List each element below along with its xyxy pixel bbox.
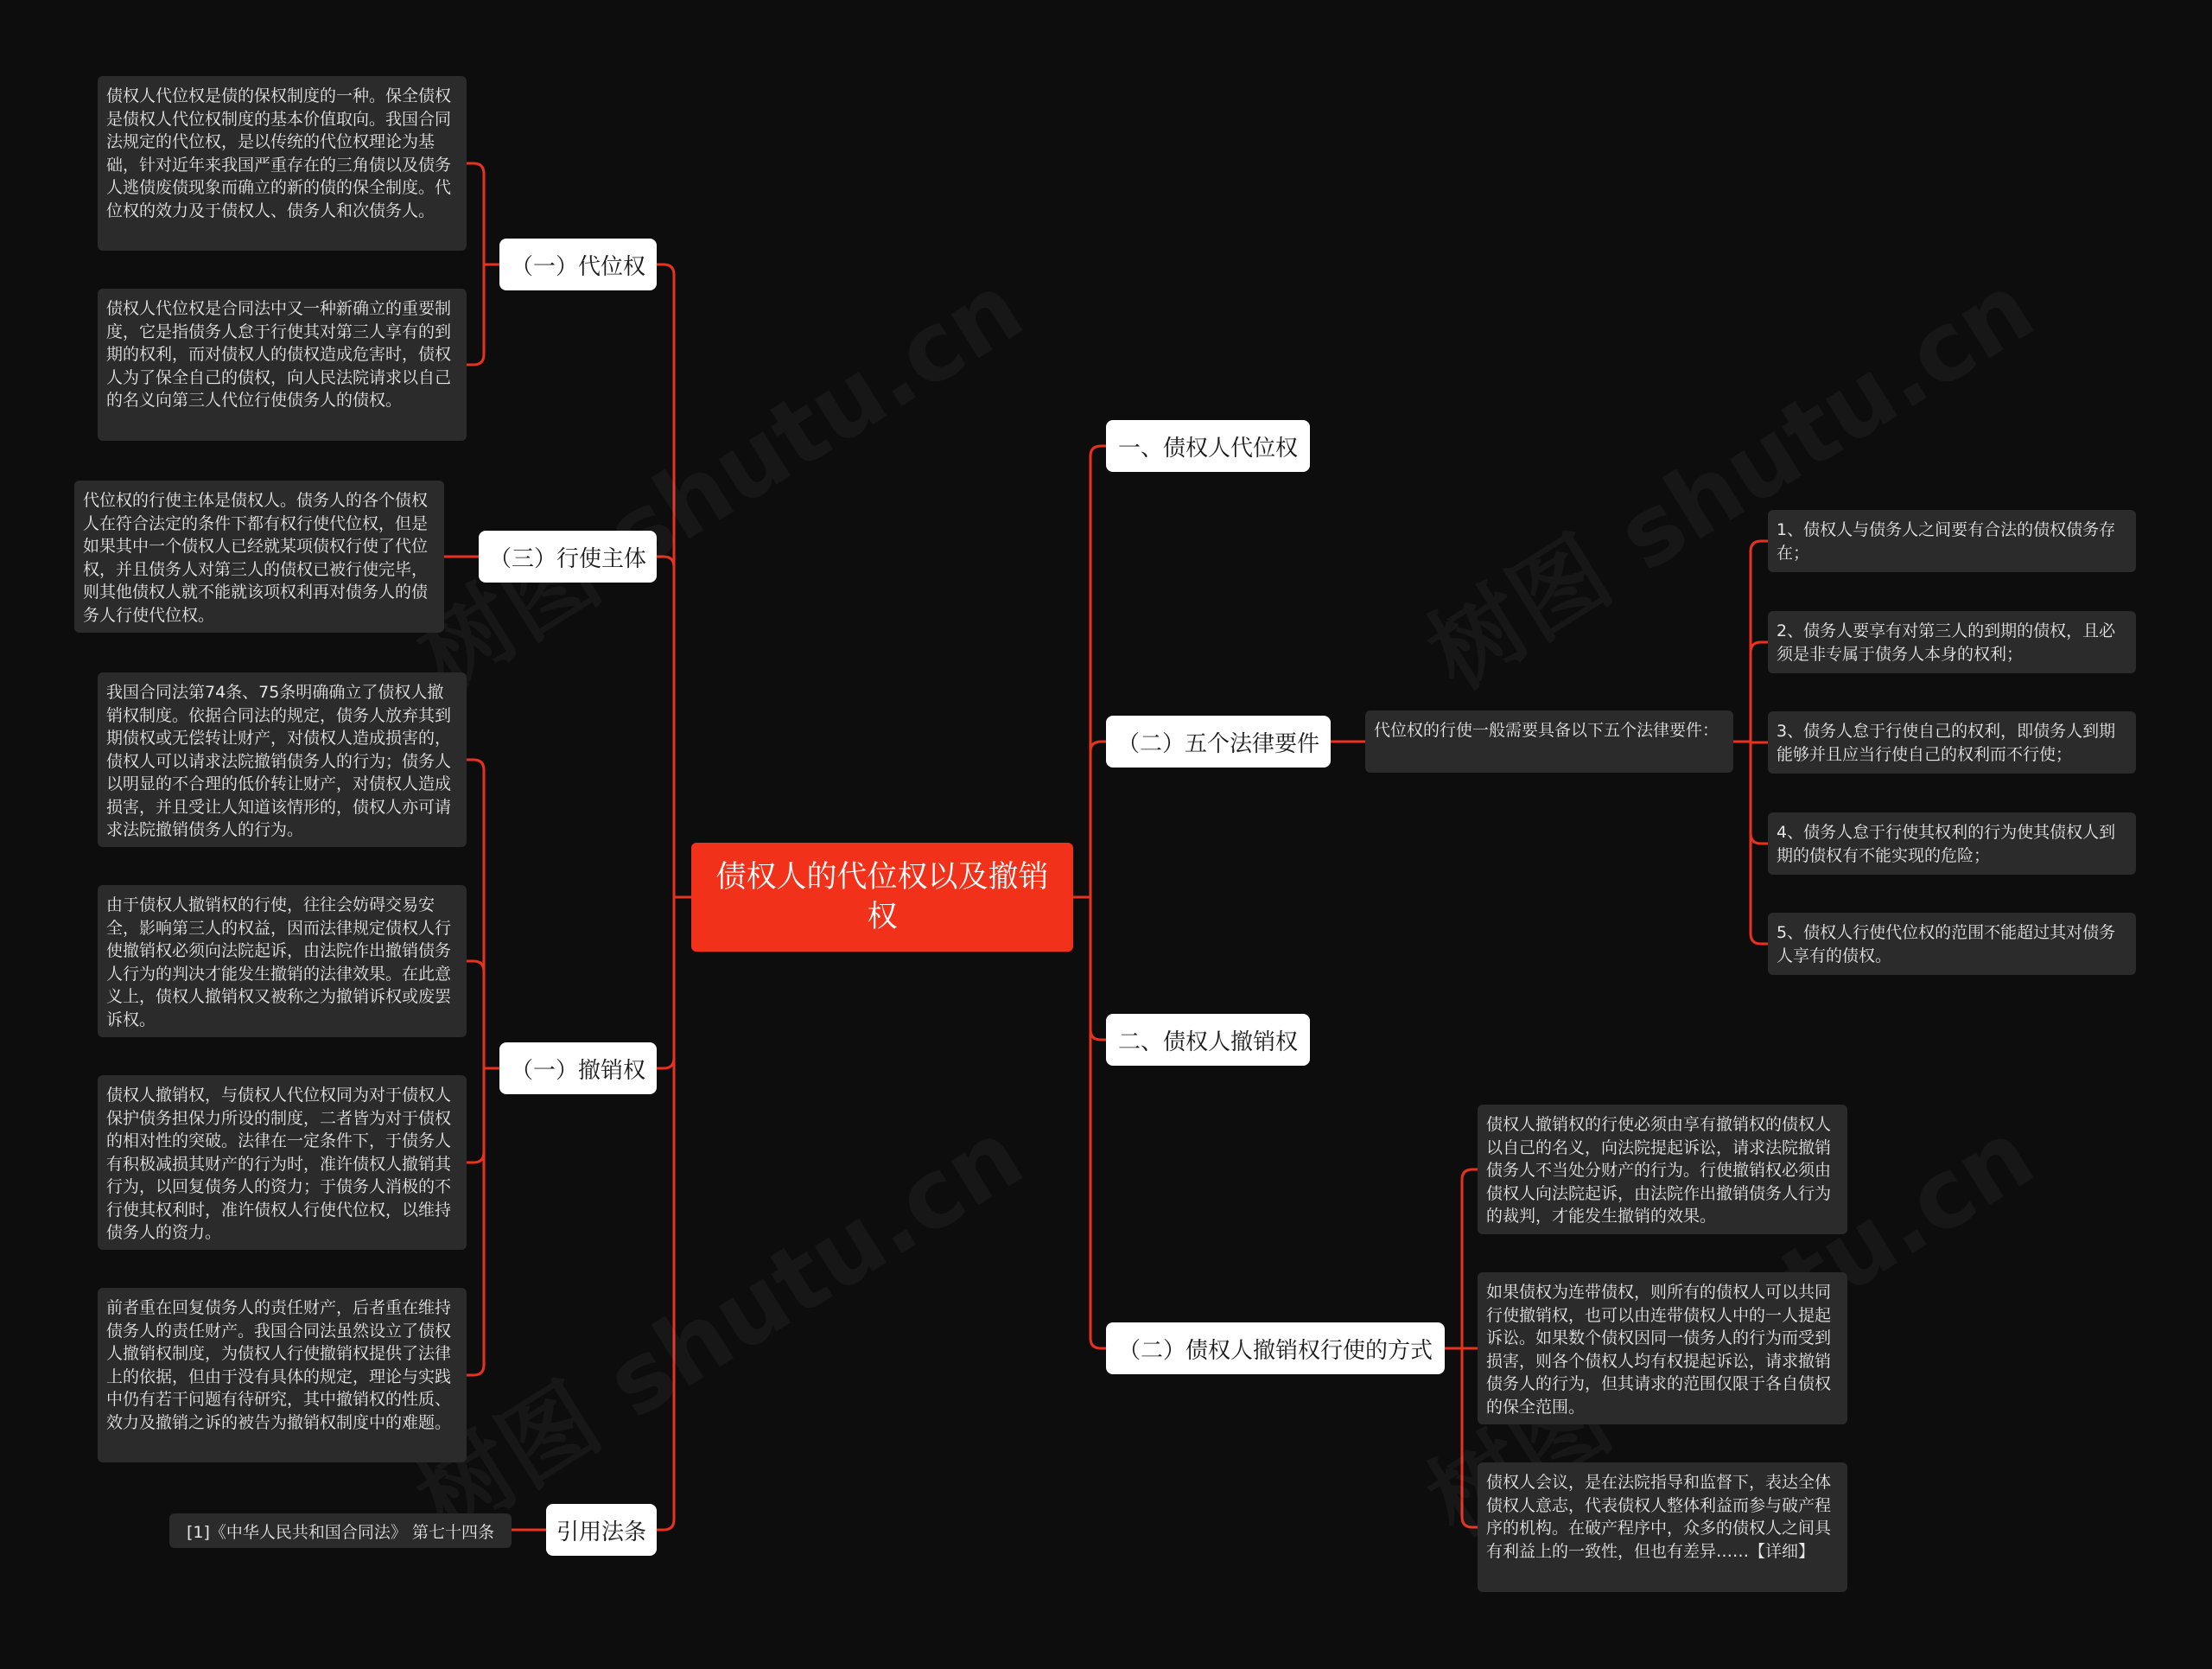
note-daiweiquan-2: 债权人代位权是合同法中又一种新确立的重要制度，它是指债务人怠于行使其对第三人享有的到期的权利，而对债权人的债权造成危害时，债权人为了保全自己的债权，向人民法院请求以自己的名义向第三人代位行使债务人的债权。 <box>98 289 467 441</box>
requirement-item: 3、债务人怠于行使自己的权利，即债务人到期能够并且应当行使自己的权利而不行使； <box>1768 711 2136 774</box>
branch-citation[interactable]: 引用法条 <box>546 1504 657 1556</box>
connector <box>1090 742 1106 752</box>
connector <box>657 557 674 567</box>
branch-right-1[interactable]: 一、债权人代位权 <box>1106 420 1310 472</box>
connector <box>467 1365 484 1375</box>
connector <box>657 1058 674 1068</box>
note-method-2: 如果债权为连带债权，则所有的债权人可以共同行使撤销权，也可以由连带债权人中的一人提起诉讼。如果数个债权因同一债务人的行为而受到损害，则各个债权人均有权提起诉讼，请求撤销债务人的行为，但其请求的范围仅限于各自债权的保全范围。 <box>1478 1272 1847 1424</box>
requirement-item: 4、债务人怠于行使其权利的行为使其债权人到期的债权有不能实现的危险； <box>1768 812 2136 875</box>
connector <box>657 1519 674 1530</box>
branch-chexiaoquan[interactable]: （一）撤销权 <box>499 1042 657 1094</box>
note-method-3: 债权人会议，是在法院指导和监督下，表达全体债权人意志，代表债权人整体利益而参与破产程序的机构。在破产程序中，众多的债权人之间具有利益上的一致性，但也有差异……【详细】 <box>1478 1462 1847 1592</box>
note-chexiaoquan-1: 我国合同法第74条、75条明确确立了债权人撤销权制度。依据合同法的规定，债务人放弃其到期债权或无偿转让财产，对债权人造成损害的，债权人可以请求法院撤销债务人的行为；债务人以明显的不合理的低价转让财产，对债权人造成损害，并且受让人知道该情形的，债权人亦可请求法院撤销债务人的行为。 <box>98 672 467 847</box>
connector <box>1090 1029 1106 1040</box>
note-chexiaoquan-2: 由于债权人撤销权的行使，往往会妨碍交易安全，影响第三人的权益，因而法律规定债权人行使撤销权必须向法院起诉，由法院作出撤销债务人行为的判决才能发生撤销的法律效果。在此意义上，债权人撤销权又被称之为撤销诉权或废罢诉权。 <box>98 885 467 1037</box>
requirements-intro: 代位权的行使一般需要具备以下五个法律要件： <box>1365 710 1733 773</box>
branch-right-3[interactable]: 二、债权人撤销权 <box>1106 1014 1310 1066</box>
note-chexiaoquan-4: 前者重在回复债务人的责任财产，后者重在维持债务人的责任财产。我国合同法虽然设立了债权人撤销权制度，为债权人行使撤销权提供了法律上的依据，但由于没有具体的规定，理论与实践中仍有若干问题有待研究，其中撤销权的性质、效力及撤销之诉的被告为撤销权制度中的难题。 <box>98 1288 467 1462</box>
connector <box>1751 642 1768 653</box>
connector <box>467 1152 484 1163</box>
branch-right-2[interactable]: （二）五个法律要件 <box>1106 716 1331 768</box>
requirement-item: 1、债权人与债务人之间要有合法的债权债务存在； <box>1768 510 2136 572</box>
connector <box>1751 933 1768 944</box>
note-daiweiquan-1: 债权人代位权是债的保权制度的一种。保全债权是债权人代位权制度的基本价值取向。我国合同法规定的代位权，是以传统的代位权理论为基础，针对近年来我国严重存在的三角债以及债务人逃债废债现象而确立的新的债的保全制度。代位权的效力及于债权人、债务人和次债务人。 <box>98 76 467 251</box>
requirement-item: 2、债务人要享有对第三人的到期的债权，且必须是非专属于债务人本身的权利； <box>1768 611 2136 673</box>
connector <box>1462 1517 1478 1527</box>
branch-daiweiquan[interactable]: （一）代位权 <box>499 239 657 290</box>
connector <box>467 163 484 174</box>
branch-xingshizhuti[interactable]: （三）行使主体 <box>479 531 657 583</box>
note-chexiaoquan-3: 债权人撤销权，与债权人代位权同为对于债权人保护债务担保力所设的制度，二者皆为对于债权的相对性的突破。法律在一定条件下，于债务人有积极减损其财产的行为时，准许债权人撤销其行为，以回复债务人的资力；于债务人消极的不行使其权利时，准许债权人行使代位权，以维持债务人的资力。 <box>98 1075 467 1250</box>
connector <box>1751 833 1768 844</box>
root-topic[interactable]: 债权人的代位权以及撤销权 <box>691 843 1073 952</box>
connector <box>1090 446 1106 456</box>
connector <box>1090 1338 1106 1348</box>
note-method-1: 债权人撤销权的行使必须由享有撤销权的债权人以自己的名义，向法院提起诉讼，请求法院撤销债务人不当处分财产的行为。行使撤销权必须由债权人向法院起诉，由法院作出撤销债务人行为的裁判，才能发生撤销的效果。 <box>1478 1105 1847 1234</box>
connector <box>467 354 484 365</box>
connector <box>1751 541 1768 551</box>
connector <box>657 264 674 275</box>
requirement-item: 5、债权人行使代位权的范围不能超过其对债务人享有的债权。 <box>1768 913 2136 975</box>
note-xingshizhuti-1: 代位权的行使主体是债权人。债务人的各个债权人在符合法定的条件下都有权行使代位权，但是如果其中一个债权人已经就某项债权行使了代位权，并且债务人对第三人的债权已被行使完毕，则其他债权人就不能就该项权利再对债务人的债务人行使代位权。 <box>74 481 444 633</box>
connector <box>1462 1169 1478 1180</box>
citation-ref[interactable]: [1]《中华人民共和国合同法》 第七十四条 <box>169 1513 512 1548</box>
connector <box>467 760 484 770</box>
branch-right-4[interactable]: （二）债权人撤销权行使的方式 <box>1106 1322 1445 1374</box>
connector <box>467 961 484 971</box>
